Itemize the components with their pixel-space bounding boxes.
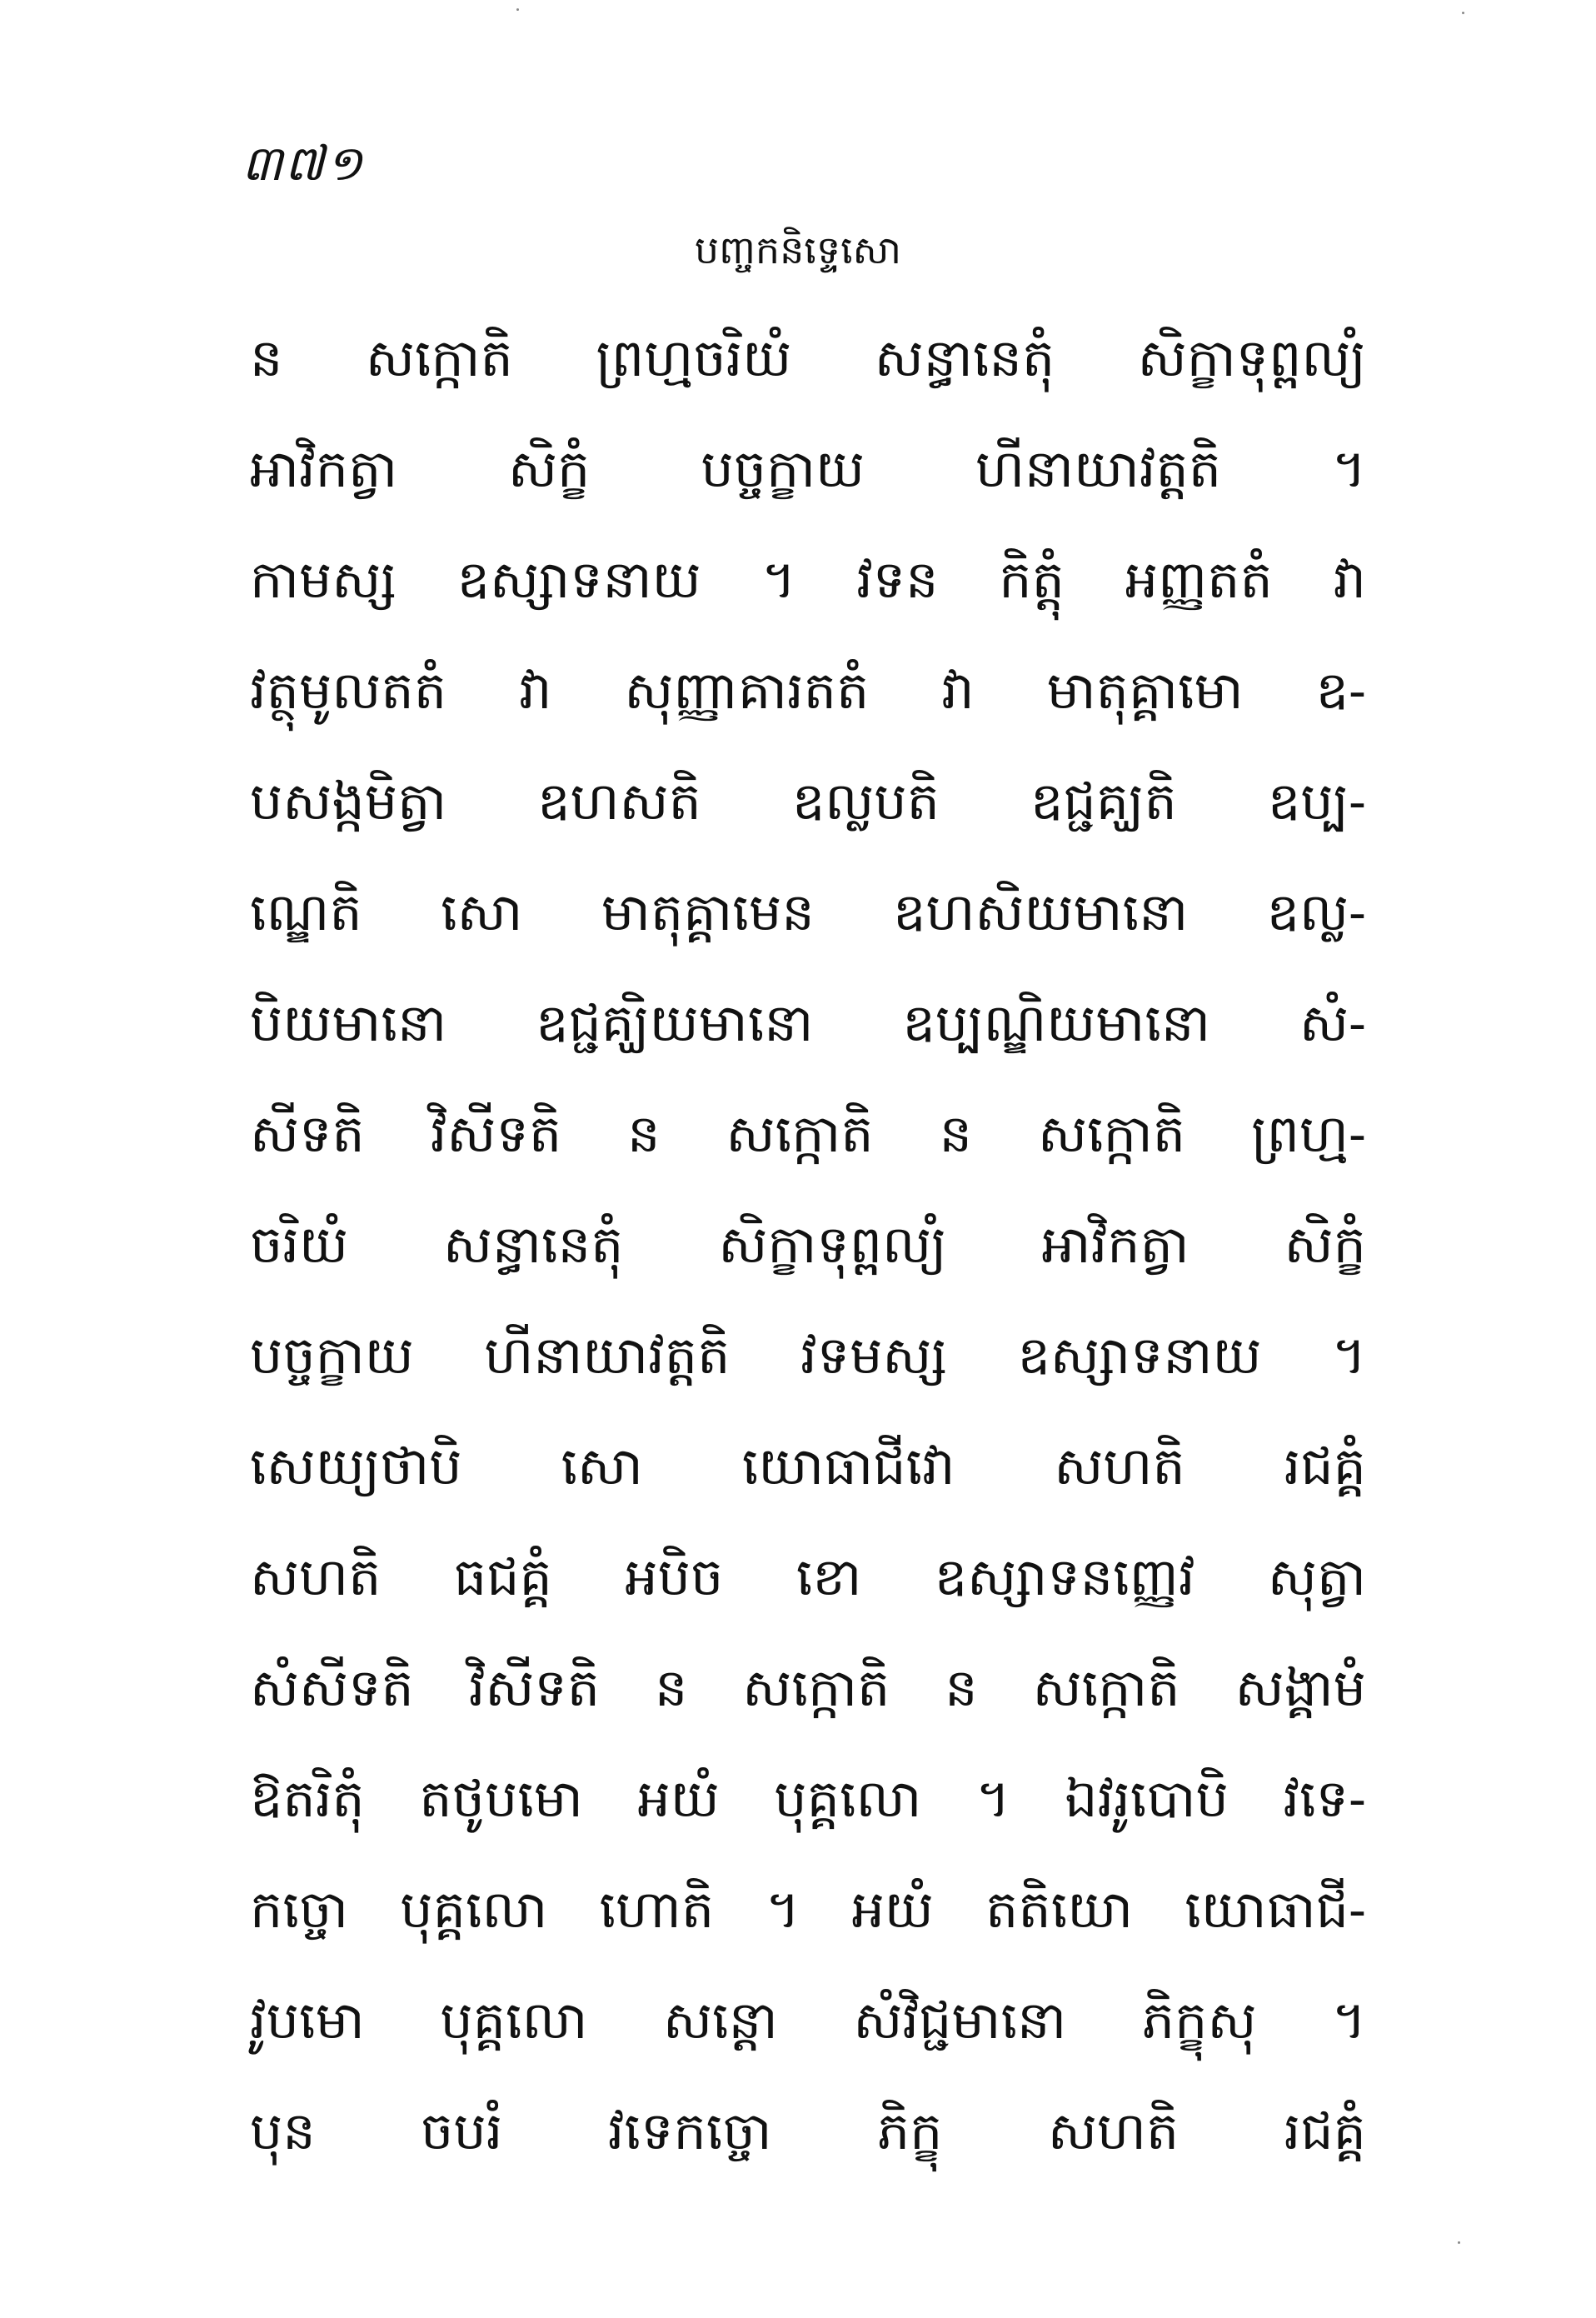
- word: សុញ្ញាគារតតំ: [624, 660, 870, 721]
- word: សំ-: [1299, 992, 1366, 1053]
- word: តតិយោ: [985, 1879, 1134, 1940]
- word: ឧល្ល-: [1266, 882, 1366, 942]
- text-line: [250, 641, 1366, 752]
- body-text: [250, 308, 1366, 2192]
- word: ឧប្ប-: [1267, 771, 1366, 832]
- word: សហតិ: [250, 1546, 382, 1607]
- text-line: [250, 1749, 1366, 1860]
- word: សុត្វា: [1267, 1546, 1366, 1607]
- text-line: [250, 1306, 1366, 1416]
- word: តថូបមោ: [419, 1768, 583, 1829]
- word: ។: [1332, 438, 1366, 499]
- text-line: [250, 1638, 1366, 1749]
- word: ភិក្ខុសុ: [1141, 1990, 1257, 2051]
- text-line: [250, 973, 1366, 1084]
- word: បិយមានោ: [250, 992, 447, 1053]
- word: យោធាជីវោ: [741, 1436, 955, 1496]
- word: ឧហសិយមានោ: [893, 882, 1189, 942]
- word: អបិច: [625, 1546, 724, 1607]
- word: វិសីទតិ: [430, 1103, 562, 1164]
- word: អាវិកត្វា: [1041, 1214, 1190, 1275]
- word: វា: [1333, 549, 1366, 610]
- word: រជគ្គំ: [1284, 2101, 1366, 2161]
- text-line: [250, 308, 1366, 419]
- word: វត្ថុមូលតតំ: [250, 660, 447, 721]
- word: បុគ្គលោ: [774, 1768, 922, 1829]
- word: ។: [1332, 1325, 1366, 1386]
- word: សំវិជ្ជមានោ: [853, 1990, 1067, 2051]
- word: បសង្កមិត្វា: [250, 771, 447, 832]
- word: ព្រហ្មចរិយំ: [596, 327, 792, 388]
- word: សក្កោតិ: [742, 1657, 890, 1718]
- word: ហីនាយាវត្តតិ: [975, 438, 1222, 499]
- word: បុន: [250, 2101, 316, 2161]
- word: រជគ្គំ: [1284, 1436, 1366, 1496]
- word: ខោ: [796, 1546, 862, 1607]
- text-line: [250, 419, 1366, 530]
- word: កិត្តុំ: [999, 549, 1065, 610]
- word: ឧជ្ជគ្ឃតិ: [1030, 771, 1177, 832]
- page-number: ៣៧១: [242, 135, 365, 192]
- word: ឧស្សាទនាយ: [456, 549, 701, 610]
- word: ព្រហ្ម-: [1251, 1103, 1366, 1164]
- word: វូបមោ: [250, 1990, 365, 2051]
- word: សង្គាមំ: [1234, 1657, 1366, 1718]
- word: ណ្ឌេតិ: [250, 882, 362, 942]
- word: សេយ្យថាបិ: [250, 1436, 462, 1496]
- word: អាវិកត្វា: [250, 438, 398, 499]
- word: សីទតិ: [250, 1103, 365, 1164]
- word: ឧហសតិ: [537, 771, 701, 832]
- word: សក្កោតិ: [1038, 1103, 1186, 1164]
- word: សិក្ខាទុព្ពល្យំ: [1137, 327, 1366, 388]
- word: បុគ្គលោ: [440, 1990, 588, 2051]
- word: ន: [945, 1657, 978, 1718]
- word: វា: [519, 660, 552, 721]
- word: ឧ-: [1315, 660, 1366, 721]
- word: សោ: [441, 882, 523, 942]
- word: សក្កោតិ: [726, 1103, 874, 1164]
- word: វទន: [856, 549, 939, 610]
- word: សក្កោតិ: [365, 327, 513, 388]
- word: ឯវរូបោបិ: [1065, 1768, 1229, 1829]
- text-line: [250, 2081, 1366, 2192]
- word: ឧជ្ជគ្ឃិយមានោ: [536, 992, 814, 1053]
- word: វទេ-: [1283, 1768, 1366, 1829]
- word: វិសីទតិ: [468, 1657, 601, 1718]
- word: បច្ចក្ខាយ: [250, 1325, 414, 1386]
- word: មាតុគ្គាមោ: [1046, 660, 1244, 721]
- word: ឱតរិតុំ: [250, 1768, 365, 1829]
- word: ន: [939, 1103, 972, 1164]
- word: មាតុគ្គាមេន: [601, 882, 815, 942]
- word: កច្ចោ: [250, 1879, 349, 1940]
- text-line: [250, 752, 1366, 862]
- page-title: បញ្ចកនិទ្ទេសោ: [694, 227, 902, 272]
- word: ភិក្ខុ: [876, 2101, 943, 2161]
- word: ហោតិ: [599, 1879, 715, 1940]
- word: ។: [766, 1879, 800, 1940]
- scan-speck: [1458, 2241, 1460, 2244]
- word: បច្ចក្ខាយ: [701, 438, 865, 499]
- word: ន: [627, 1103, 661, 1164]
- word: វទេកច្ចោ: [607, 2101, 772, 2161]
- text-line: [250, 1860, 1366, 1971]
- word: សិក្ខំ: [508, 438, 591, 499]
- word: ។: [1332, 1990, 1366, 2051]
- word: ហីនាយាវត្តតិ: [484, 1325, 731, 1386]
- word: វា: [941, 660, 975, 721]
- scan-speck: [516, 8, 519, 11]
- text-line: [250, 1416, 1366, 1527]
- word: បុគ្គលោ: [400, 1879, 548, 1940]
- word: សិក្ខំ: [1284, 1214, 1366, 1275]
- word: អញ្ញតតំ: [1125, 549, 1273, 610]
- text-line: [250, 1971, 1366, 2081]
- word: ធជគ្គំ: [453, 1546, 552, 1607]
- word: សន្ធានេតុំ: [442, 1214, 624, 1275]
- word: សក្កោតិ: [1032, 1657, 1180, 1718]
- text-line: [250, 1084, 1366, 1195]
- scan-speck: [1462, 12, 1464, 14]
- word: សិក្ខាទុព្ពល្យំ: [718, 1214, 947, 1275]
- word: វទមស្ស: [800, 1325, 947, 1386]
- word: សន្តោ: [663, 1990, 778, 2051]
- word: សហតិ: [1047, 2101, 1180, 2161]
- text-line: [250, 862, 1366, 973]
- word: យោធាជី-: [1185, 1879, 1366, 1940]
- word: ន: [655, 1657, 688, 1718]
- word: កាមស្ស: [250, 549, 397, 610]
- text-line: [250, 1527, 1366, 1638]
- word: សោ: [561, 1436, 643, 1496]
- word: ។: [975, 1768, 1010, 1829]
- word: សំសីទតិ: [250, 1657, 414, 1718]
- word: ឧស្សាទនញ្ញេវ: [934, 1546, 1195, 1607]
- word: ឧល្លបតិ: [791, 771, 940, 832]
- word: ។: [761, 549, 796, 610]
- word: ចរិយំ: [250, 1214, 349, 1275]
- text-line: [250, 530, 1366, 641]
- word: ចបរំ: [421, 2101, 503, 2161]
- word: អយំ: [637, 1768, 720, 1829]
- word: ឧប្បណ្ឌិយមានោ: [902, 992, 1211, 1053]
- word: ន: [250, 327, 283, 388]
- word: អយំ: [851, 1879, 934, 1940]
- word: សហតិ: [1054, 1436, 1185, 1496]
- word: ឧស្សាទនាយ: [1017, 1325, 1262, 1386]
- text-line: [250, 1195, 1366, 1306]
- word: សន្ធានេតុំ: [874, 327, 1055, 388]
